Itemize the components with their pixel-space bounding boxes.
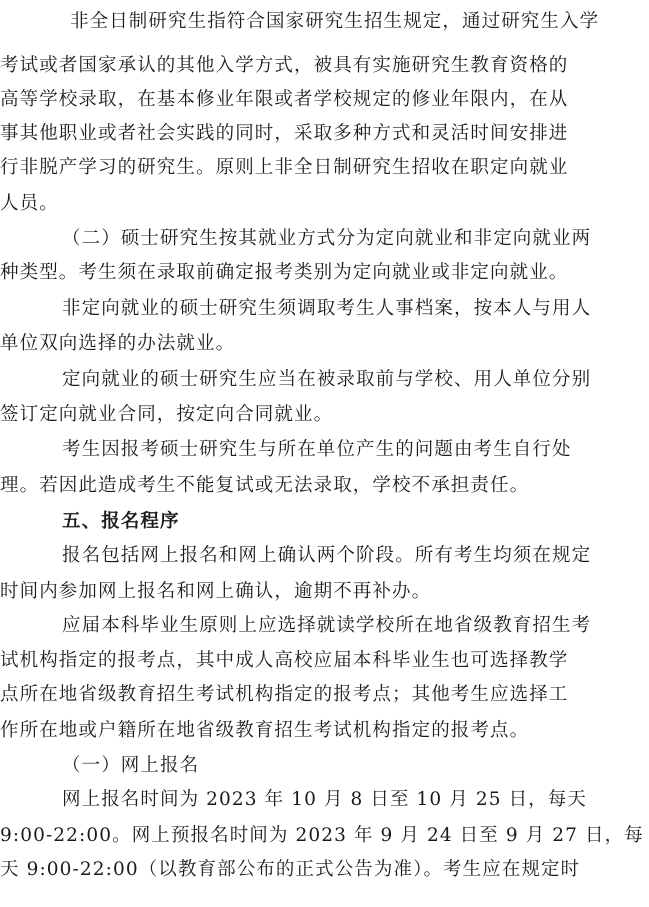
- text-line: 高等学校录取，在基本修业年限或者学校规定的修业年限内，在从: [0, 89, 569, 110]
- text-line: 点所在地省级教育招生考试机构指定的报考点；其他考生应选择工: [0, 684, 569, 705]
- section-heading: 五、报名程序: [62, 511, 180, 532]
- text-line: 报名包括网上报名和网上确认两个阶段。所有考生均须在规定: [62, 545, 592, 566]
- text-line: 网上报名时间为 2023 年 10 月 8 日至 10 月 25 日，每天: [62, 789, 587, 810]
- text-line: 考生因报考硕士研究生与所在单位产生的问题由考生自行处: [62, 439, 572, 460]
- text-line: 天 9:00-22:00（以教育部公布的正式公告为准）。考生应在规定时: [0, 859, 581, 880]
- text-line: 单位双向选择的办法就业。: [0, 333, 236, 354]
- text-line: 考试或者国家承认的其他入学方式，被具有实施研究生教育资格的: [0, 55, 569, 76]
- text-line: 行非脱产学习的研究生。原则上非全日制研究生招收在职定向就业: [0, 157, 569, 178]
- text-line: 应届本科毕业生原则上应选择就读学校所在地省级教育招生考: [62, 615, 592, 636]
- text-line: 事其他职业或者社会实践的同时，采取多种方式和灵活时间安排进: [0, 123, 569, 144]
- text-line: 签订定向就业合同，按定向合同就业。: [0, 404, 334, 425]
- subsection-heading: （一）网上报名: [62, 755, 200, 776]
- text-line: 非定向就业的硕士研究生须调取考生人事档案，按本人与用人: [62, 298, 592, 319]
- text-line: 时间内参加网上报名和网上确认，逾期不再补办。: [0, 581, 432, 602]
- text-line: 9:00-22:00。网上预报名时间为 2023 年 9 月 24 日至 9 月 27 日，每: [0, 825, 644, 846]
- text-line: 定向就业的硕士研究生应当在被录取前与学校、用人单位分别: [62, 369, 592, 390]
- text-line: 理。若因此造成考生不能复试或无法录取，学校不承担责任。: [0, 475, 530, 496]
- text-line: （二）硕士研究生按其就业方式分为定向就业和非定向就业两: [62, 228, 592, 249]
- text-line: 人员。: [0, 193, 59, 214]
- text-line: 作所在地或户籍所在地省级教育招生考试机构指定的报考点。: [0, 720, 530, 741]
- text-line: 种类型。考生须在录取前确定报考类别为定向就业或非定向就业。: [0, 262, 569, 283]
- text-line: 非全日制研究生指符合国家研究生招生规定，通过研究生入学: [70, 11, 600, 32]
- text-line: 试机构指定的报考点，其中成人高校应届本科毕业生也可选择教学: [0, 650, 569, 671]
